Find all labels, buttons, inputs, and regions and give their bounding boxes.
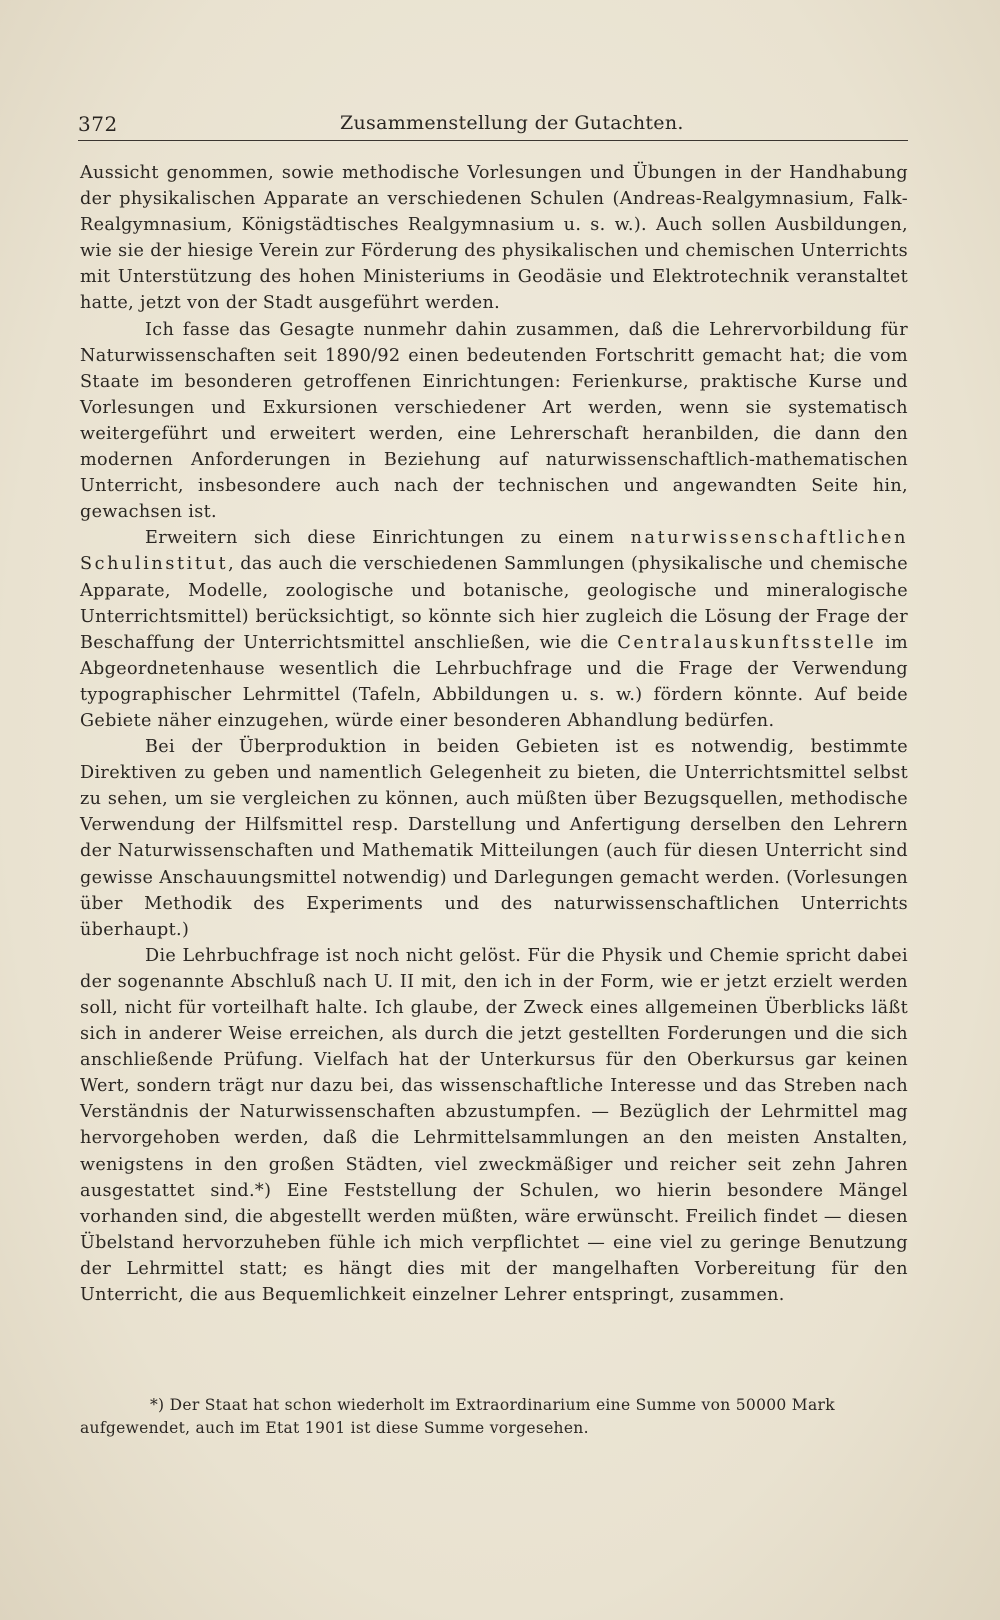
page-header (78, 112, 908, 141)
paragraph-text: , das auch die verschiedenen Sammlungen (physikalische und chemische Apparate, Modelle, zoologische und botanische, geologische und mineralogische Unterrichtsmittel) berücksichtigt, so könnte sich hier zugleich die Lösung der Frage der Beschaffung der Unterrichtsmittel anschließen, wie die (80, 554, 908, 653)
paragraph-textbook-question: Die Lehrbuchfrage ist noch nicht gelöst. Für die Physik und Chemie spricht dabei der sogenannte Abschluß nach U. II mit, den ich in der Form, wie er jetzt erzielt werden soll, nicht für vorteilhaft halte. Ich glaube, der Zweck eines allgemeinen Überblicks läßt sich in anderer Weise erreichen, als durch die jetzt gestellten Forderungen und die sich anschließende Prüfung. Vielfach hat der Unterkursus für den Oberkursus gar keinen Wert, sondern trägt nur dazu bei, das wissenschaftliche Interesse und das Streben nach Verständnis der Naturwissenschaften abzustumpfen. — Bezüglich der Lehrmittel mag hervorgehoben werden, daß die Lehrmittelsammlungen an den meisten Anstalten, wenigstens in den großen Städten, viel zweckmäßiger und reicher seit zehn Jahren ausgestattet sind.*) Eine Feststellung der Schulen, wo hierin besondere Mängel vorhanden sind, die abgestellt werden müßten, wäre erwünscht. Freilich findet — diesen Übelstand hervorzuheben fühle ich mich verpflichtet — eine viel zu geringe Benutzung der Lehrmittel statt; es hängt dies mit der mangelhaften Vorbereitung für den Unterricht, die aus Bequemlichkeit einzelner Lehrer entspringt, zusammen. (80, 945, 908, 1306)
footnote-line: *) Der Staat hat schon wiederholt im Extraordinarium eine Summe von 50000 Mark (150, 1396, 835, 1414)
running-head: Zusammenstellung der Gutachten. (340, 112, 684, 134)
paragraph-text: Erweitern sich diese Einrichtungen zu einem (145, 528, 631, 549)
paragraph-overproduction: Bei der Überproduktion in beiden Gebieten ist es notwendig, bestimmte Direktiven zu geben und namentlich Gelegenheit zu bieten, die Unterrichtsmittel selbst zu sehen, um sie vergleichen zu können, auch müßten über Bezugsquellen, methodische Verwendung der Hilfsmittel resp. Darstellung und Anfertigung derselben den Lehrern der Naturwissenschaften und Mathematik Mitteilungen (auch für diesen Unterricht sind gewisse Anschauungsmittel notwendig) und Darlegungen gemacht werden. (Vorlesungen über Methodik des Experiments und des naturwissenschaftlichen Unterrichts überhaupt.) (80, 737, 908, 940)
paragraph-text: im Abgeordnetenhause wesentlich die Lehrbuchfrage und die Frage der Verwendung typographischer Lehrmittel (Tafeln, Abbildungen u. s. w.) fördern könnte. Auf beide Gebiete näher einzugehen, würde einer besonderen Abhandlung bedürfen. (80, 632, 908, 731)
paragraph-school-institute (80, 525, 908, 734)
footnote-line: aufgewendet, auch im Etat 1901 ist diese Summe vorgesehen. (80, 1419, 589, 1437)
paragraph-summary: Ich fasse das Gesagte nunmehr dahin zusammen, daß die Lehrervorbildung für Naturwissenschaften seit 1890/92 einen bedeutenden Fortschritt gemacht hat; die vom Staate im besonderen getroffenen Einrichtungen: Ferienkurse, praktische Kurse und Vorlesungen und Exkursionen verschiedener Art werden, wenn sie systematisch weitergeführt und erweitert werden, eine Lehrerschaft heranbilden, die dann den modernen Anforderungen in Beziehung auf naturwissenschaftlich-mathematischen Unterricht, insbesondere auch nach der technischen und angewandten Seite hin, gewachsen ist. (80, 319, 908, 523)
spaced-emphasis: naturwissenschaftlichen Schulinstitut (80, 528, 908, 575)
paragraph-continuation: Aussicht genommen, sowie methodische Vorlesungen und Übungen in der Handhabung der physikalischen Apparate an verschiedenen Schulen (Andreas-Realgymnasium, Falk-Realgymnasium, Königstädtisches Realgymnasium u. s. w.). Auch sollen Ausbildungen, wie sie der hiesige Verein zur Förderung des physikalischen und chemischen Unterrichts mit Unterstützung des hohen Ministeriums in Geodäsie und Elektrotechnik veranstaltet hatte, jetzt von der Stadt ausgeführt werden. (80, 163, 908, 314)
body-text (80, 160, 908, 1308)
footnote (80, 1394, 908, 1440)
page-number: 372 (78, 112, 118, 136)
spaced-emphasis: Centralauskunftsstelle (617, 632, 877, 653)
